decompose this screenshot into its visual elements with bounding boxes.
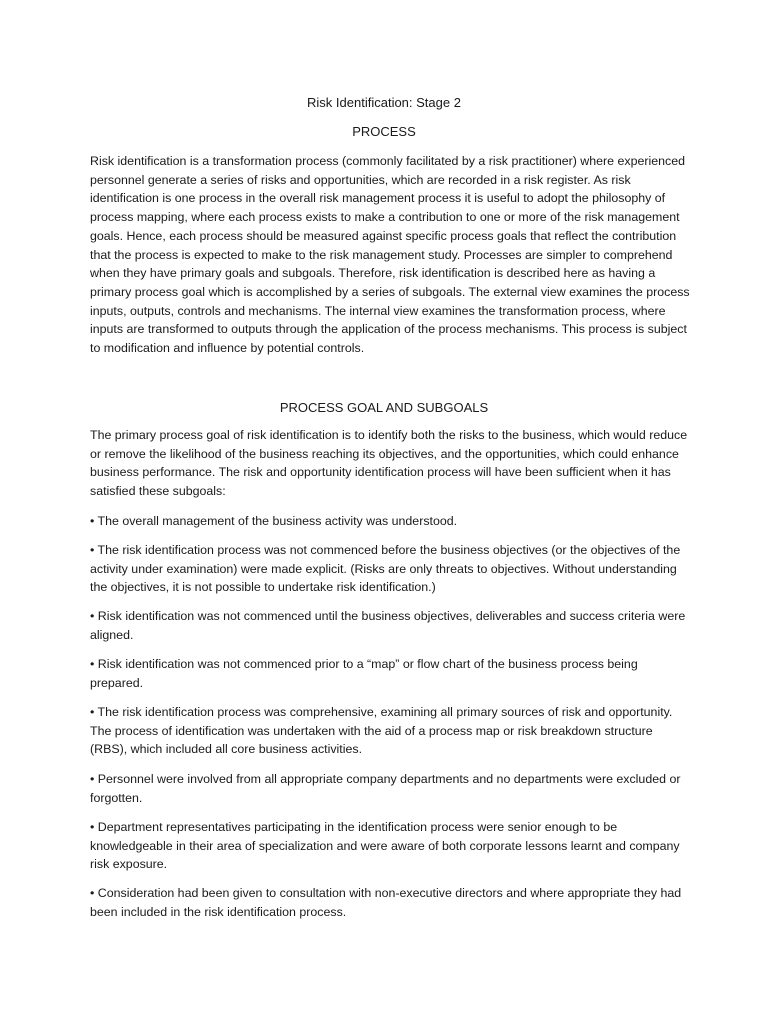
goal-paragraph: The primary process goal of risk identification is to identify both the risks to the business, which would reduce or remove the likelihood of the business reaching its objectives, and the opportunities, which could enhance business performance. The risk and opportunity identification process will have been sufficient when it has satisfied these subgoals:	[90, 428, 688, 499]
subgoal-bullet: • Department representatives participating in the identification process were senior enough to be knowledgeable in their area of specialization and were aware of both corporate lessons learnt and company risk exposure.	[90, 820, 680, 872]
subgoal-bullet: • The overall management of the business activity was understood.	[90, 514, 458, 528]
document-title: Risk Identification: Stage 2	[307, 95, 461, 110]
subgoal-bullet: • Risk identification was not commenced prior to a “map” or flow chart of the business process being prepared.	[90, 657, 638, 690]
subgoal-bullet: • Consideration had been given to consultation with non-executive directors and where appropriate they had been included in the risk identification process.	[90, 886, 682, 919]
process-paragraph: Risk identification is a transformation process (commonly facilitated by a risk practitioner) where experienced personnel generate a series of risks and opportunities, which are recorded in a risk register. As risk identification is one process in the overall risk management process it is useful to adopt the philosophy of process mapping, where each process exists to make a contribution to one or more of the risk management goals. Hence, each process should be measured against specific process goals that reflect the contribution that the process is expected to make to the risk management study. Processes are simpler to comprehend when they have primary goals and subgoals. Therefore, risk identification is described here as having a primary process goal which is accomplished by a series of subgoals. The external view examines the process inputs, outputs, controls and mechanisms. The internal view examines the transformation process, where inputs are transformed to outputs through the application of the process mechanisms. This process is subject to modification and influence by potential controls.	[90, 154, 690, 356]
subgoal-bullet: • The risk identification process was comprehensive, examining all primary sources of risk and opportunity. The process of identification was undertaken with the aid of a process map or risk breakdown structure (RBS), which included all core business activities.	[90, 705, 673, 757]
subgoal-bullet: • Risk identification was not commenced until the business objectives, deliverables and success criteria were aligned.	[90, 609, 686, 642]
section-heading-goal-subgoals: PROCESS GOAL AND SUBGOALS	[279, 400, 489, 415]
subgoal-bullet: • The risk identification process was not commenced before the business objectives (or the objectives of the activity under examination) were made explicit. (Risks are only threats to objectives. Without understanding the objectives, it is not possible to undertake risk identification.)	[90, 543, 681, 595]
subgoal-bullet: • Personnel were involved from all appropriate company departments and no departments were excluded or forgotten.	[90, 772, 681, 805]
section-heading-process: PROCESS	[352, 124, 416, 139]
